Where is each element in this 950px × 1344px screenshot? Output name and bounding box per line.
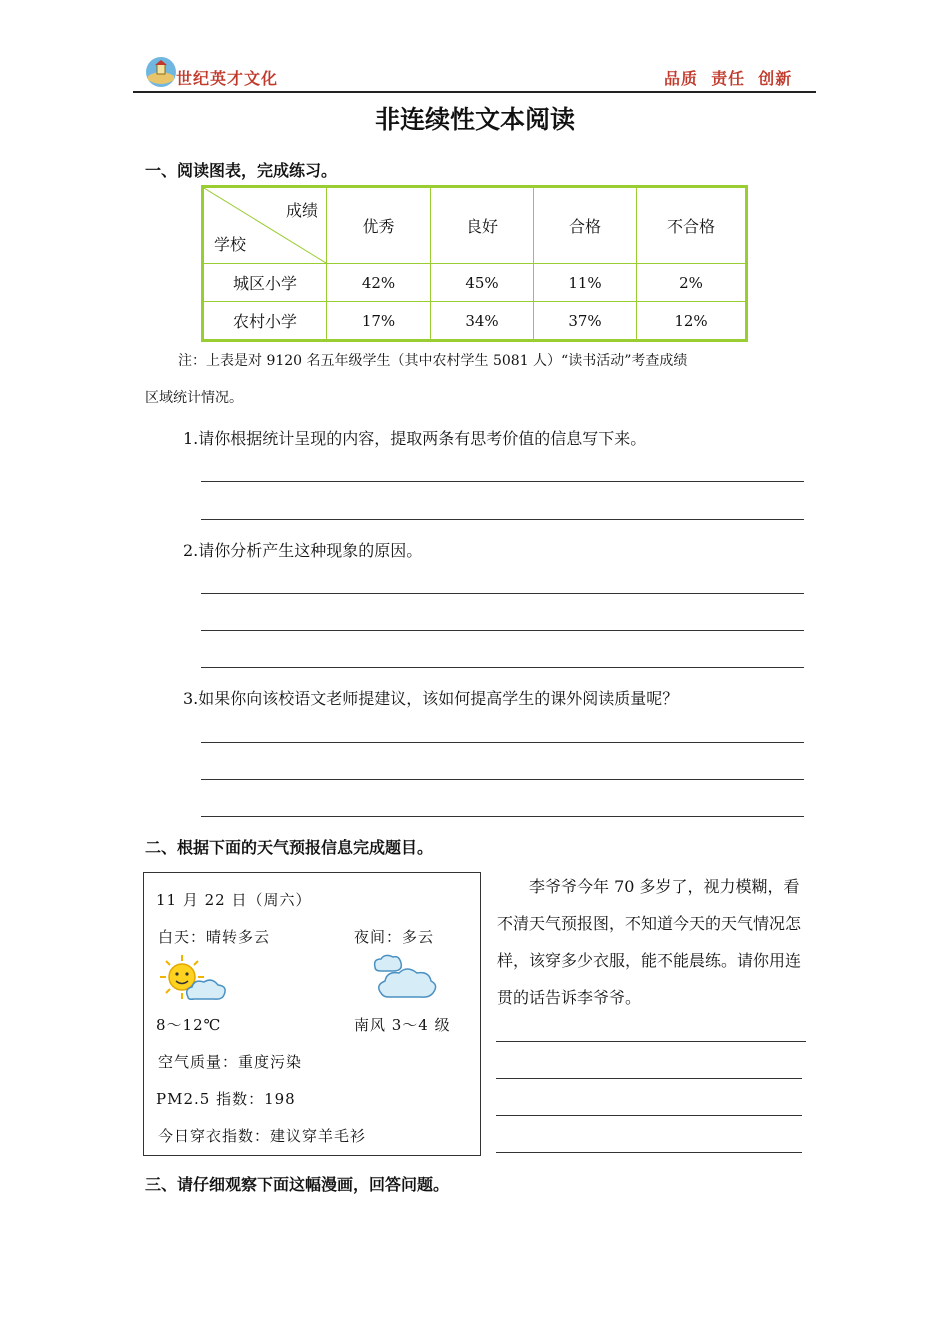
table-note-line1: 注：上表是对 9120 名五年级学生（其中农村学生 5081 人）“读书活动”考查成绩 bbox=[178, 353, 688, 369]
row-school: 城区小学 bbox=[203, 264, 327, 302]
question-3: 3.如果你向该校语文老师提建议，该如何提高学生的课外阅读质量呢？ bbox=[183, 689, 679, 708]
corner-label-score: 成绩 bbox=[285, 201, 318, 220]
col-header: 合格 bbox=[534, 187, 637, 264]
col-header: 良好 bbox=[431, 187, 534, 264]
brand-logo-icon bbox=[145, 56, 177, 88]
answer-line[interactable] bbox=[496, 1115, 802, 1116]
table-note-line2: 区域统计情况。 bbox=[145, 390, 243, 406]
section-3-heading: 三、请仔细观察下面这幅漫画，回答问题。 bbox=[145, 1175, 450, 1194]
forecast-night: 夜间：多云 bbox=[354, 928, 435, 946]
story-text: 李爷爷今年 70 多岁了，视力模糊，看不清天气预报图，不知道今天的天气情况怎样，该穿多少衣服，能不能晨练。请你用连贯的话告诉李爷爷。 bbox=[497, 877, 802, 1007]
table-cell: 17% bbox=[327, 302, 431, 341]
table-corner-cell bbox=[203, 187, 327, 264]
answer-line[interactable] bbox=[496, 1041, 806, 1042]
weather-forecast-box bbox=[143, 872, 481, 1156]
forecast-air-quality: 空气质量：重度污染 bbox=[158, 1053, 303, 1071]
question-1: 1.请你根据统计呈现的内容，提取两条有思考价值的信息写下来。 bbox=[183, 429, 647, 448]
score-table bbox=[201, 185, 748, 342]
forecast-day: 白天：晴转多云 bbox=[158, 928, 271, 946]
table-cell: 42% bbox=[327, 264, 431, 302]
answer-line[interactable] bbox=[496, 1078, 802, 1079]
table-cell: 34% bbox=[431, 302, 534, 341]
section-2-heading: 二、根据下面的天气预报信息完成题目。 bbox=[145, 838, 434, 857]
header-divider bbox=[133, 91, 816, 93]
table-cell: 11% bbox=[534, 264, 637, 302]
answer-line[interactable] bbox=[201, 667, 804, 668]
question-2: 2.请你分析产生这种现象的原因。 bbox=[183, 541, 423, 560]
answer-line[interactable] bbox=[201, 630, 804, 631]
table-cell: 37% bbox=[534, 302, 637, 341]
row-school: 农村小学 bbox=[203, 302, 327, 341]
section-1-heading: 一、阅读图表，完成练习。 bbox=[145, 161, 338, 180]
answer-line[interactable] bbox=[201, 593, 804, 594]
forecast-clothing: 今日穿衣指数：建议穿羊毛衫 bbox=[158, 1127, 367, 1145]
cloud-icon bbox=[369, 953, 441, 1001]
page-title: 非连续性文本阅读 bbox=[374, 105, 575, 134]
forecast-temperature: 8～12℃ bbox=[156, 1016, 222, 1034]
table-cell: 12% bbox=[637, 302, 747, 341]
brand-motto: 品质 责任 创新 bbox=[664, 69, 793, 88]
forecast-date: 11 月 22 日（周六） bbox=[156, 891, 312, 909]
answer-line[interactable] bbox=[201, 816, 804, 817]
table-row bbox=[203, 264, 747, 302]
brand-name: 世纪英才文化 bbox=[176, 69, 279, 88]
table-cell: 45% bbox=[431, 264, 534, 302]
table-cell: 2% bbox=[637, 264, 747, 302]
col-header: 不合格 bbox=[637, 187, 747, 264]
answer-line[interactable] bbox=[201, 481, 804, 482]
table-row bbox=[203, 302, 747, 341]
answer-line[interactable] bbox=[201, 779, 804, 780]
forecast-pm25: PM2.5 指数：198 bbox=[156, 1090, 296, 1108]
corner-label-school: 学校 bbox=[214, 235, 247, 254]
forecast-wind: 南风 3～4 级 bbox=[354, 1016, 451, 1034]
answer-line[interactable] bbox=[496, 1152, 802, 1153]
sun-cloud-icon bbox=[158, 953, 230, 1003]
answer-line[interactable] bbox=[201, 519, 804, 520]
col-header: 优秀 bbox=[327, 187, 431, 264]
answer-line[interactable] bbox=[201, 742, 804, 743]
